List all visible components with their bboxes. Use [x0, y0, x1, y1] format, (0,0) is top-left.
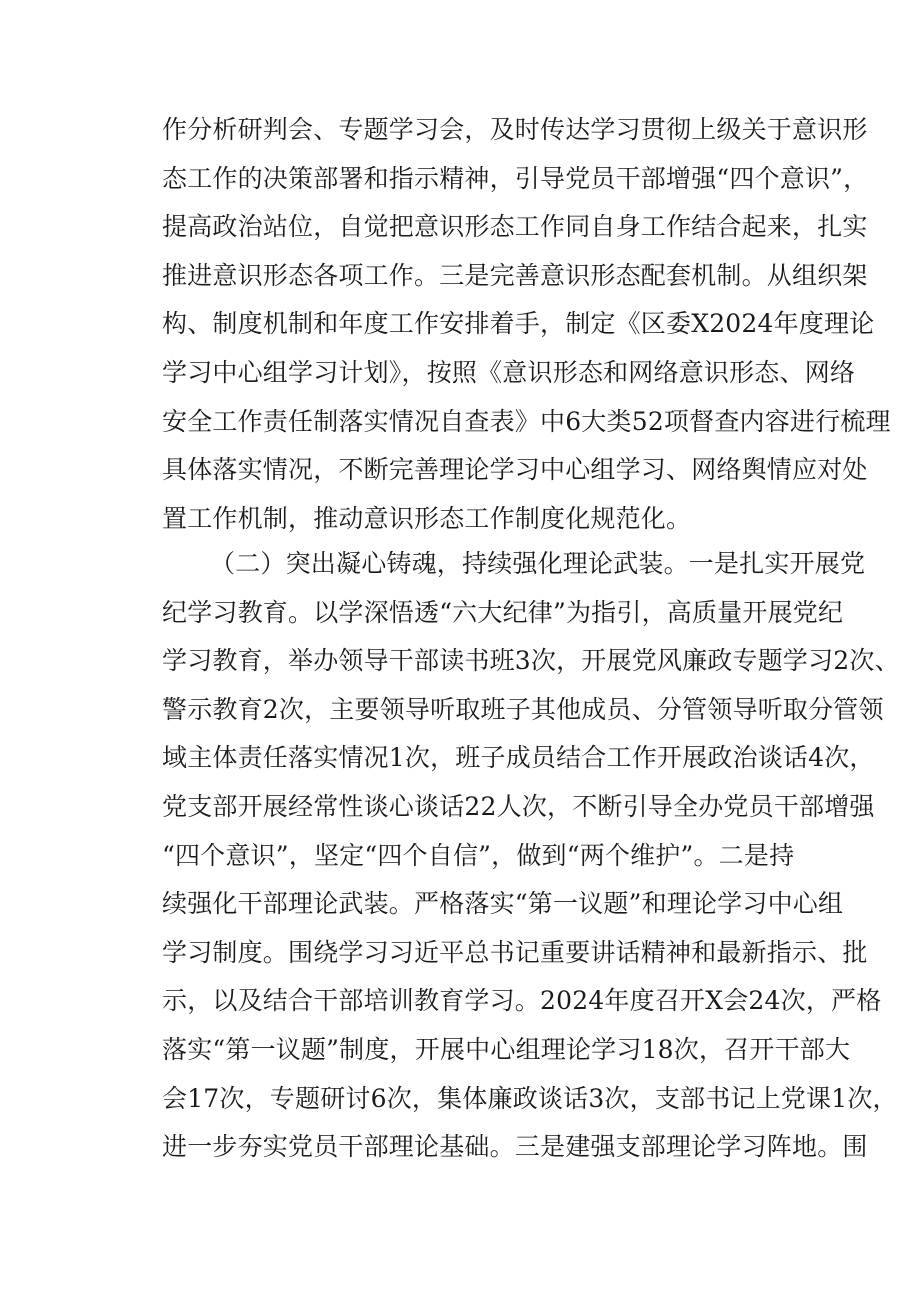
paragraph-theory-armament: [162, 540, 900, 1172]
paragraph-line: 域主体责任落实情况1次，班子成员结合工作开展政治谈话4次，: [162, 743, 875, 773]
paragraph-line: “四个意识”，坚定“四个自信”，做到“两个维护”。二是持: [162, 840, 795, 870]
paragraph-line: 进一步夯实党员干部理论基础。三是建强支部理论学习阵地。围: [162, 1132, 868, 1162]
paragraph-line: 续强化干部理论武装。严格落实“第一议题”和理论学习中心组: [162, 889, 844, 919]
paragraph-line: 警示教育2次，主要领导听取班子其他成员、分管领导听取分管领: [162, 694, 884, 724]
paragraph-line: 党支部开展经常性谈心谈话22人次，不断引导全办党员干部增强: [162, 791, 875, 821]
paragraph-line: 安全工作责任制落实情况自查表》中6大类52项督查内容进行梳理: [162, 406, 891, 436]
paragraph-line: 纪学习教育。以学深悟透“六大纪律”为指引，高质量开展党纪: [162, 597, 844, 627]
paragraph-line: 学习中心组学习计划》，按照《意识形态和网络意识形态、网络: [162, 357, 856, 387]
paragraph-line: 置工作机制，推动意识形态工作制度化规范化。: [162, 503, 692, 533]
paragraph-line: 示，以及结合干部培训教育学习。2024年度召开X会24次，严格: [162, 986, 882, 1016]
paragraph-first-line: （二）突出凝心铸魂，持续强化理论武装。一是扎实开展党: [210, 549, 866, 578]
paragraph-ideology-work: [162, 106, 891, 543]
paragraph-line: 会17次，专题研讨6次，集体廉政谈话3次，支部书记上党课1次，: [162, 1083, 898, 1113]
paragraph-line: 具体落实情况，不断完善理论学习中心组学习、网络舆情应对处: [162, 455, 868, 485]
paragraph-line: 学习教育，举办领导干部读书班3次，开展党风廉政专题学习2次、: [162, 646, 900, 676]
paragraph-line: 提高政治站位，自觉把意识形态工作同自身工作结合起来，扎实: [162, 212, 868, 242]
paragraph-line: 学习制度。围绕学习习近平总书记重要讲话精神和最新指示、批: [162, 937, 868, 967]
paragraph-line: 态工作的决策部署和指示精神，引导党员干部增强“四个意识”，: [162, 163, 869, 193]
paragraph-line: 构、制度机制和年度工作安排着手，制定《区委X2024年度理论: [162, 309, 875, 339]
paragraph-line: 落实“第一议题”制度，开展中心组理论学习18次，召开干部大: [162, 1034, 851, 1064]
paragraph-line: 推进意识形态各项工作。三是完善意识形态配套机制。从组织架: [162, 260, 868, 290]
paragraph-line: 作分析研判会、专题学习会，及时传达学习贯彻上级关于意识形: [162, 115, 868, 144]
